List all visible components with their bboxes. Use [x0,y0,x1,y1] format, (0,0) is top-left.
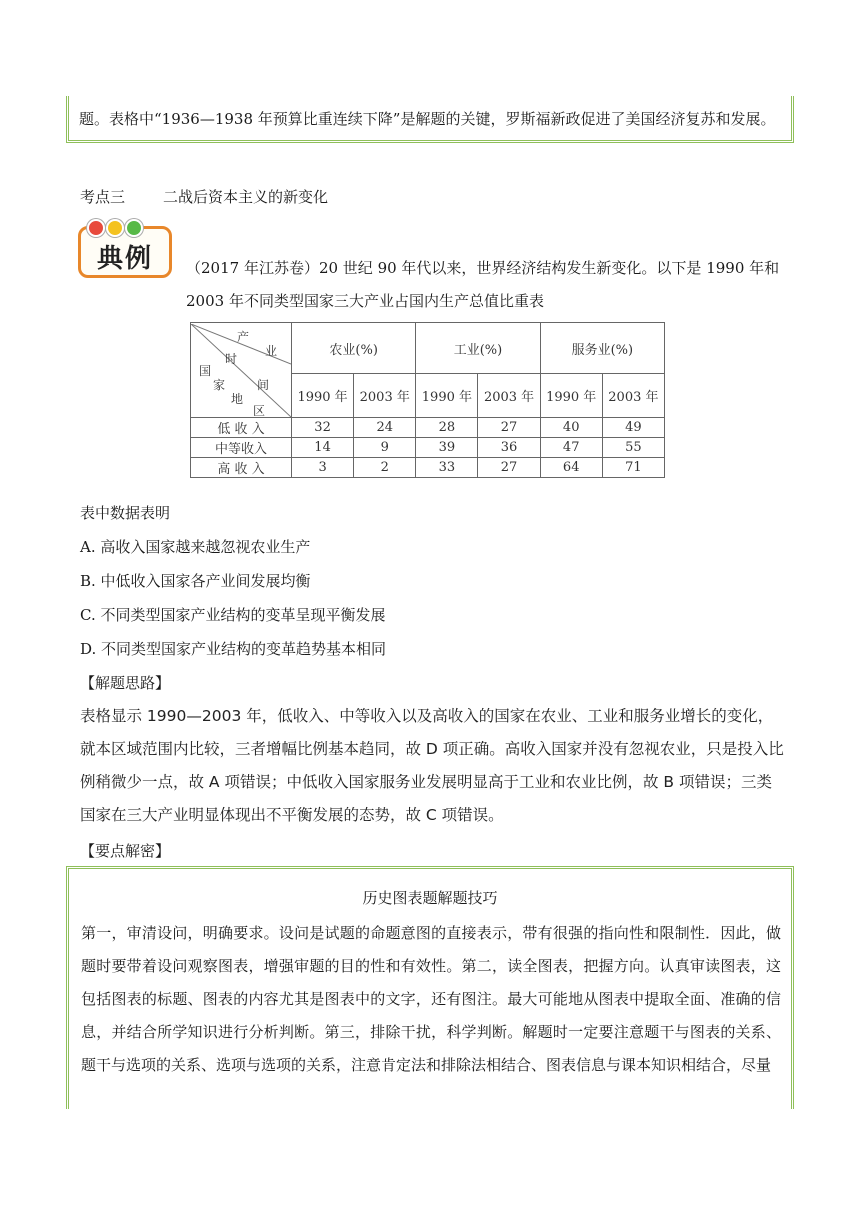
option-d: D. 不同类型国家产业结构的变革趋势基本相同 [80,640,387,658]
table-cell: 64 [540,458,602,478]
table-year-header: 2003 年 [602,374,664,418]
table-cell: 39 [416,438,478,458]
table-cell: 71 [602,458,664,478]
table-year-header: 2003 年 [478,374,540,418]
table-cell: 9 [354,438,416,458]
analysis-heading: 【解题思路】 [80,674,171,692]
table-cell: 40 [540,418,602,438]
table-cell: 55 [602,438,664,458]
table-cell: 36 [478,438,540,458]
badge-dot-yellow [106,219,124,237]
data-table [190,322,665,484]
table-row [191,418,665,438]
table-group-header: 工业(%) [416,323,540,374]
previous-answer-text: 题。表格中“1936—1938 年预算比重连续下降”是解题的关键，罗斯福新政促进了美国经济复苏和发展。 [79,110,776,128]
key-points-box-title: 历史图表题解题技巧 [362,889,498,907]
table-year-header: 2003 年 [354,374,416,418]
badge-dot-red [87,219,105,237]
previous-answer-box [66,96,794,143]
table-row [191,438,665,458]
badge-label: 典例 [96,244,153,274]
table-cell: 47 [540,438,602,458]
badge-dot-green [125,219,143,237]
table-year-header: 1990 年 [540,374,602,418]
section-heading [80,186,328,207]
question-stem: 表中数据表明 [80,504,171,522]
question-intro: （2017 年江苏卷）20 世纪 90 年代以来，世界经济结构发生新变化。以下是 1990 年和 2003 年不同类型国家三大产业占国内生产总值比重表 [186,259,780,310]
analysis-text: 表格显示 1990—2003 年，低收入、中等收入以及高收入的国家在农业、工业和服务业增长的变化，就本区域范围内比较，三者增幅比例基本趋同，故 D 项正确。高收入国家并没有忽视农业，只是投入比例稍微少一点，故 A 项错误；中低收入国家服务业发展明显高于工业和农业比例，故 B 项错误；三类国家在三大产业明显体现出不平衡发展的态势，故 C 项错误。 [80,707,784,824]
row-label: 中等收入 [191,438,292,458]
corner-char: 间 [257,377,270,392]
table-cell: 27 [478,418,540,438]
section-title: 二战后资本主义的新变化 [163,188,329,206]
table-cell: 3 [292,458,354,478]
table-cell: 49 [602,418,664,438]
corner-char: 国 [199,363,212,378]
table-cell: 27 [478,458,540,478]
key-points-box [66,866,794,1109]
key-points-heading: 【要点解密】 [80,842,171,860]
key-points-box-body: 第一，审清设问，明确要求。设问是试题的命题意图的直接表示，带有很强的指向性和限制性．因此，做题时要带着设问观察图表，增强审题的目的性和有效性。第二，读全图表，把握方向。认真审读图表，这包括图表的标题、图表的内容尤其是图表中的文字，还有图注。最大可能地从图表中提取全面、准确的信息，并结合所学知识进行分析判断。第三，排除干扰，科学判断。解题时一定要注意题干与图表的关系、题干与选项的关系、选项与选项的关系，注意肯定法和排除法相结合、图表信息与课本知识相结合，尽量 [81,924,781,1074]
table-cell: 28 [416,418,478,438]
table-year-header: 1990 年 [416,374,478,418]
table-year-header: 1990 年 [292,374,354,418]
table-cell: 2 [354,458,416,478]
option-b: B. 中低收入国家各产业间发展均衡 [80,572,311,590]
corner-char: 时 [225,351,238,366]
table-cell: 32 [292,418,354,438]
option-c: C. 不同类型国家产业结构的变革呈现平衡发展 [80,606,386,624]
corner-char: 业 [265,343,278,358]
table-cell: 24 [354,418,416,438]
table-cell: 14 [292,438,354,458]
row-label: 高 收 入 [191,458,292,478]
row-label: 低 收 入 [191,418,292,438]
option-a: A. 高收入国家越来越忽视农业生产 [80,538,311,556]
corner-char: 地 [231,391,244,406]
table-corner-cell [191,323,292,418]
corner-char: 家 [213,377,226,392]
example-badge [78,226,172,278]
table-cell: 33 [416,458,478,478]
table-group-header: 服务业(%) [540,323,664,374]
corner-char: 产 [237,329,250,344]
table-row [191,458,665,478]
corner-char: 区 [253,403,266,418]
section-number: 考点三 [80,188,126,206]
table-group-header: 农业(%) [292,323,416,374]
